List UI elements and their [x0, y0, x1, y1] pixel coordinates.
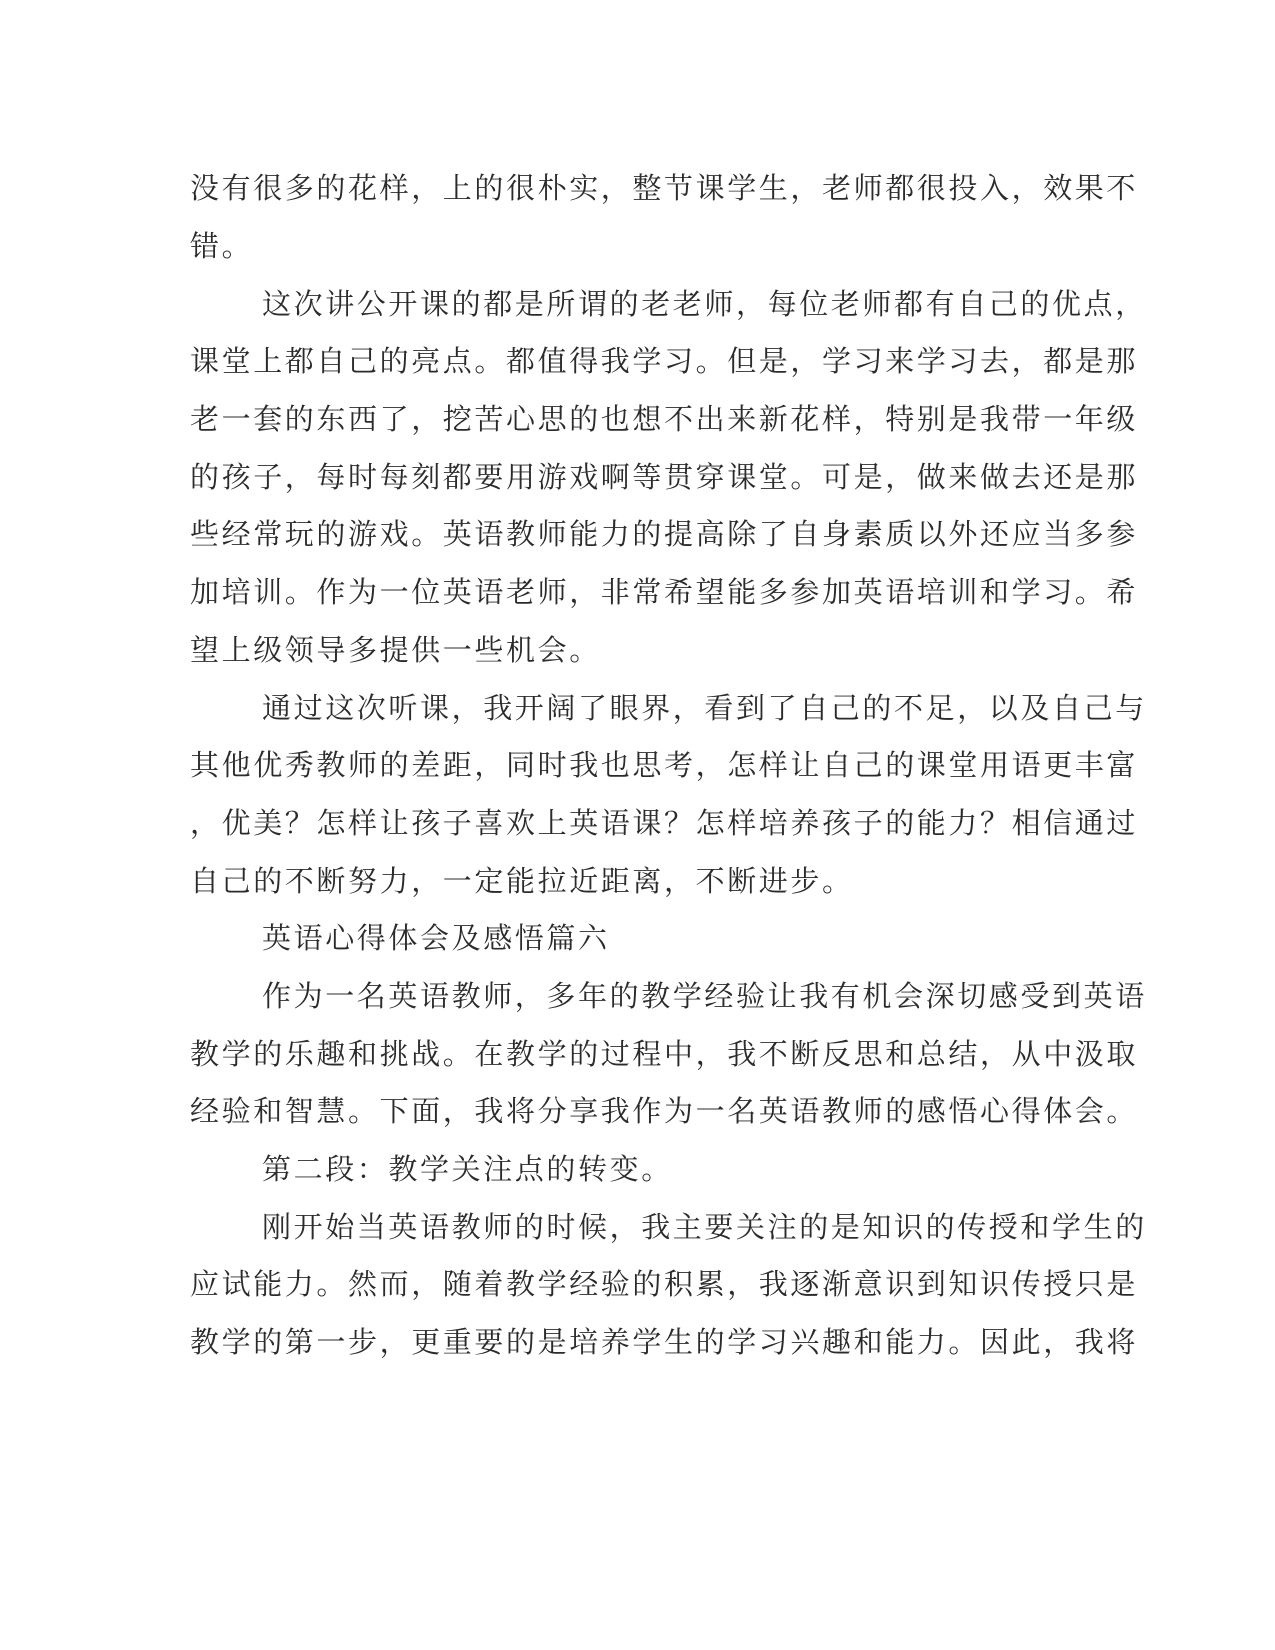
text-line: 老一套的东西了，挖苦心思的也想不出来新花样，特别是我带一年级 [190, 402, 1139, 436]
paragraph-first-line: 作为一名英语教师，多年的教学经验让我有机会深切感受到英语 [262, 979, 1147, 1013]
text-line: 经验和智慧。下面，我将分享我作为一名英语教师的感悟心得体会。 [190, 1094, 1139, 1128]
text-line: 错。 [190, 229, 254, 263]
text-line: 应试能力。然而，随着教学经验的积累，我逐渐意识到知识传授只是 [190, 1267, 1139, 1301]
text-line: 教学的乐趣和挑战。在教学的过程中，我不断反思和总结，从中汲取 [190, 1037, 1139, 1071]
paragraph-first-line: 刚开始当英语教师的时候，我主要关注的是知识的传授和学生的 [262, 1210, 1147, 1244]
text-line: 自己的不断努力，一定能拉近距离，不断进步。 [190, 864, 854, 898]
text-line: 些经常玩的游戏。英语教师能力的提高除了自身素质以外还应当多参 [190, 517, 1139, 551]
text-line: 加培训。作为一位英语老师，非常希望能多参加英语培训和学习。希 [190, 575, 1139, 609]
text-line: 没有很多的花样，上的很朴实，整节课学生，老师都很投入，效果不 [190, 171, 1139, 205]
text-line: 教学的第一步，更重要的是培养学生的学习兴趣和能力。因此，我将 [190, 1325, 1139, 1359]
text-line: 课堂上都自己的亮点。都值得我学习。但是，学习来学习去，都是那 [190, 344, 1139, 378]
text-line: 其他优秀教师的差距，同时我也思考，怎样让自己的课堂用语更丰富 [190, 748, 1139, 782]
paragraph-first-line: 通过这次听课，我开阔了眼界，看到了自己的不足，以及自己与 [262, 691, 1147, 725]
paragraph-first-line: 这次讲公开课的都是所谓的老老师，每位老师都有自己的优点， [262, 287, 1147, 321]
text-line: 望上级领导多提供一些机会。 [190, 633, 601, 667]
text-line: 的孩子，每时每刻都要用游戏啊等贯穿课堂。可是，做来做去还是那 [190, 460, 1139, 494]
subsection-heading: 第二段：教学关注点的转变。 [262, 1152, 673, 1186]
section-heading: 英语心得体会及感悟篇六 [262, 921, 610, 955]
text-line: ，优美？怎样让孩子喜欢上英语课？怎样培养孩子的能力？相信通过 [190, 806, 1139, 840]
